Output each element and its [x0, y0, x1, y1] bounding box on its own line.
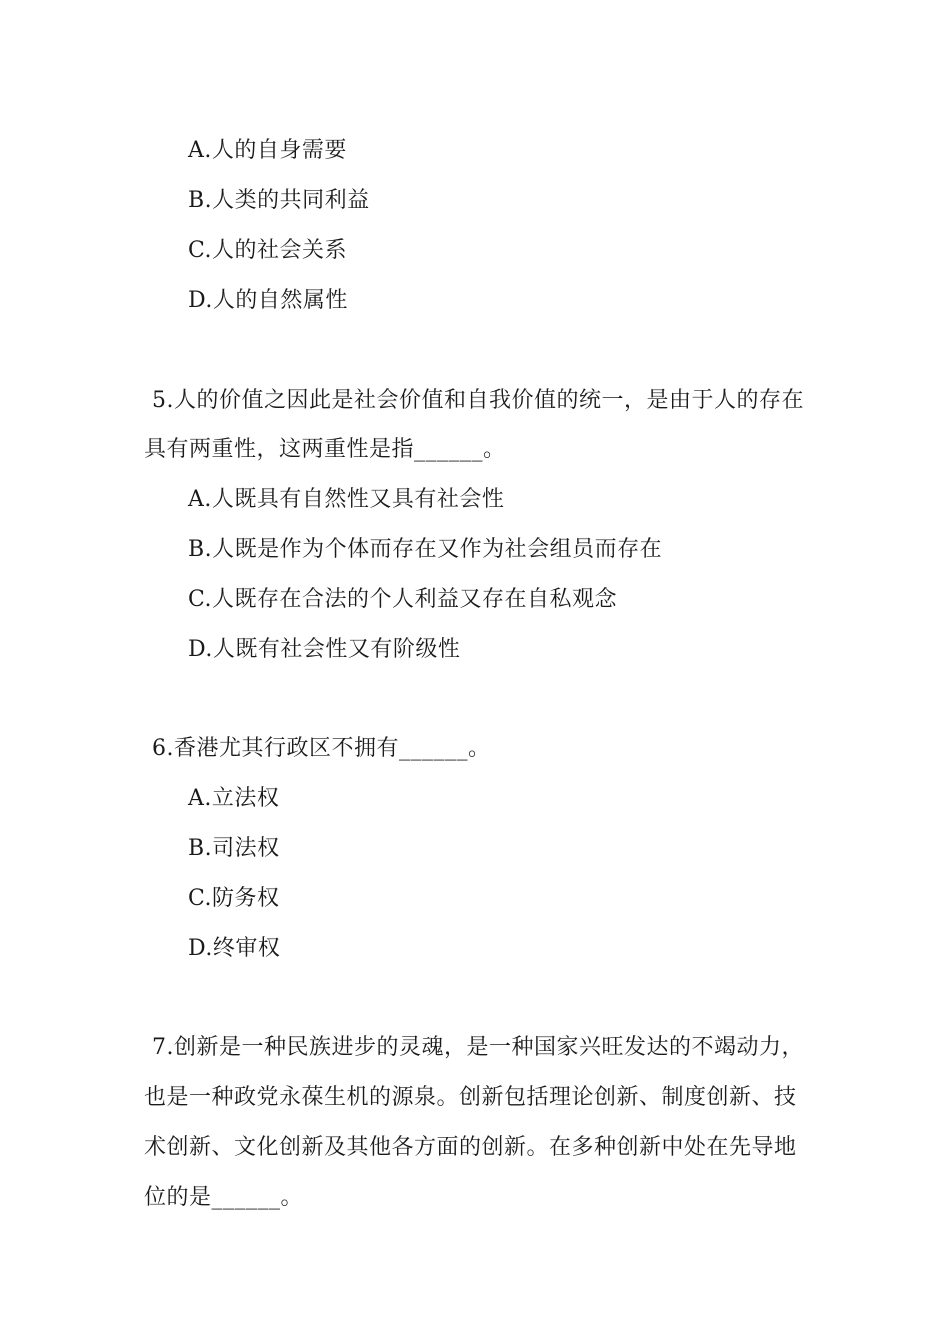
q4-option-b: B.人类的共同利益 [188, 188, 370, 213]
q5-option-a: A.人既具有自然性又具有社会性 [188, 487, 505, 512]
q7-stem-line-4: 位的是______。 [144, 1185, 304, 1210]
q7-stem-line-1: 7.创新是一种民族进步的灵魂，是一种国家兴旺发达的不竭动力， [152, 1035, 804, 1060]
q4-option-c: C.人的社会关系 [188, 238, 348, 263]
q5-option-d: D.人既有社会性又有阶级性 [188, 637, 461, 662]
q6-option-d: D.终审权 [188, 936, 281, 961]
q5-option-c: C.人既存在合法的个人利益又存在自私观念 [188, 587, 618, 612]
q6-option-c: C.防务权 [188, 886, 280, 911]
q6-option-a: A.立法权 [188, 786, 280, 811]
q6-option-b: B.司法权 [188, 836, 280, 861]
q7-stem-line-2: 也是一种政党永葆生机的源泉。创新包括理论创新、制度创新、技 [144, 1085, 797, 1110]
q7-stem-line-3: 术创新、文化创新及其他各方面的创新。在多种创新中处在先导地 [144, 1135, 797, 1160]
q6-stem-line-1: 6.香港尤其行政区不拥有______。 [152, 736, 491, 761]
q5-stem-line-2: 具有两重性，这两重性是指______。 [144, 437, 506, 462]
q4-option-a: A.人的自身需要 [188, 138, 347, 163]
q5-option-b: B.人既是作为个体而存在又作为社会组员而存在 [188, 537, 663, 562]
q4-option-d: D.人的自然属性 [188, 288, 348, 313]
q5-stem-line-1: 5.人的价值之因此是社会价值和自我价值的统一，是由于人的存在 [152, 388, 804, 413]
